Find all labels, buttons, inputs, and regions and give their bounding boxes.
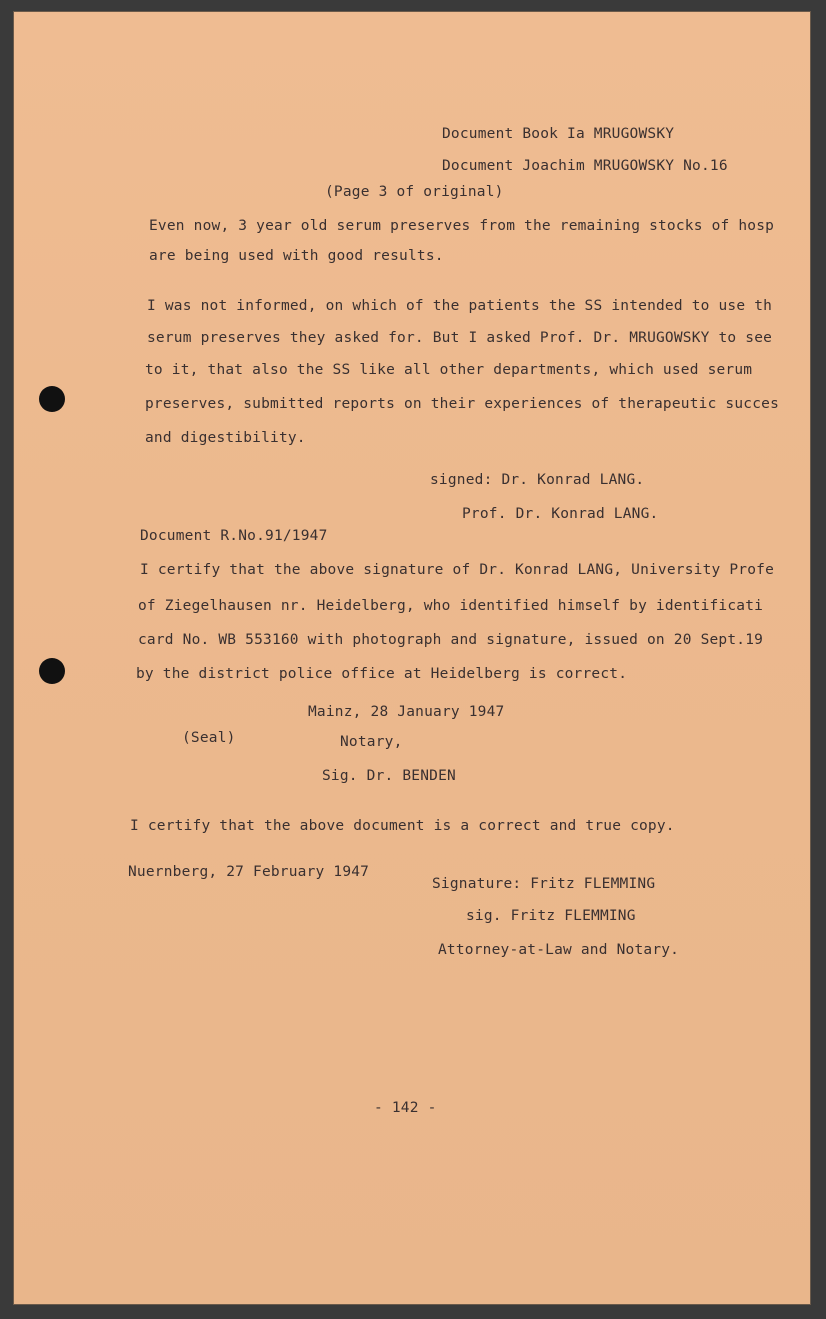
notary-signature: Sig. Dr. BENDEN <box>322 768 456 784</box>
place-date-mainz: Mainz, 28 January 1947 <box>308 704 505 720</box>
signature-flemming-line-2: sig. Fritz FLEMMING <box>466 908 636 924</box>
certification-line-4: by the district police office at Heidelberg is correct. <box>136 666 628 682</box>
punch-hole-top <box>39 386 65 412</box>
paragraph-2-line-4: preserves, submitted reports on their experiences of therapeutic succes <box>145 396 780 412</box>
paragraph-2-line-5: and digestibility. <box>145 430 306 446</box>
certification-line-2: of Ziegelhausen nr. Heidelberg, who identified himself by identificati <box>138 598 764 614</box>
header-document-book: Document Book Ia MRUGOWSKY <box>442 126 675 142</box>
copy-certification: I certify that the above document is a correct and true copy. <box>130 818 675 834</box>
signature-flemming-line-3: Attorney-at-Law and Notary. <box>438 942 680 958</box>
punch-hole-bottom <box>39 658 65 684</box>
header-document-number: Document Joachim MRUGOWSKY No.16 <box>442 158 728 174</box>
document-reference: Document R.No.91/1947 <box>140 528 328 544</box>
paragraph-2-line-3: to it, that also the SS like all other departments, which used serum <box>145 362 753 378</box>
paragraph-2-line-2: serum preserves they asked for. But I asked Prof. Dr. MRUGOWSKY to see <box>147 330 773 346</box>
place-date-nuernberg: Nuernberg, 27 February 1947 <box>128 864 370 880</box>
document-page <box>14 12 810 1304</box>
certification-line-3: card No. WB 553160 with photograph and signature, issued on 20 Sept.19 <box>138 632 764 648</box>
paragraph-1-line-2: are being used with good results. <box>149 248 444 264</box>
paragraph-2-line-1: I was not informed, on which of the patients the SS intended to use th <box>147 298 773 314</box>
seal-label: (Seal) <box>182 730 236 746</box>
notary-label: Notary, <box>340 734 403 750</box>
signature-name-line: Prof. Dr. Konrad LANG. <box>462 506 659 522</box>
signature-signed-line: signed: Dr. Konrad LANG. <box>430 472 645 488</box>
page-reference: (Page 3 of original) <box>325 184 504 200</box>
signature-flemming-line-1: Signature: Fritz FLEMMING <box>432 876 656 892</box>
certification-line-1: I certify that the above signature of Dr. Konrad LANG, University Profe <box>140 562 775 578</box>
paragraph-1-line-1: Even now, 3 year old serum preserves from the remaining stocks of hosp <box>149 218 775 234</box>
page-number: - 142 - <box>374 1100 437 1116</box>
